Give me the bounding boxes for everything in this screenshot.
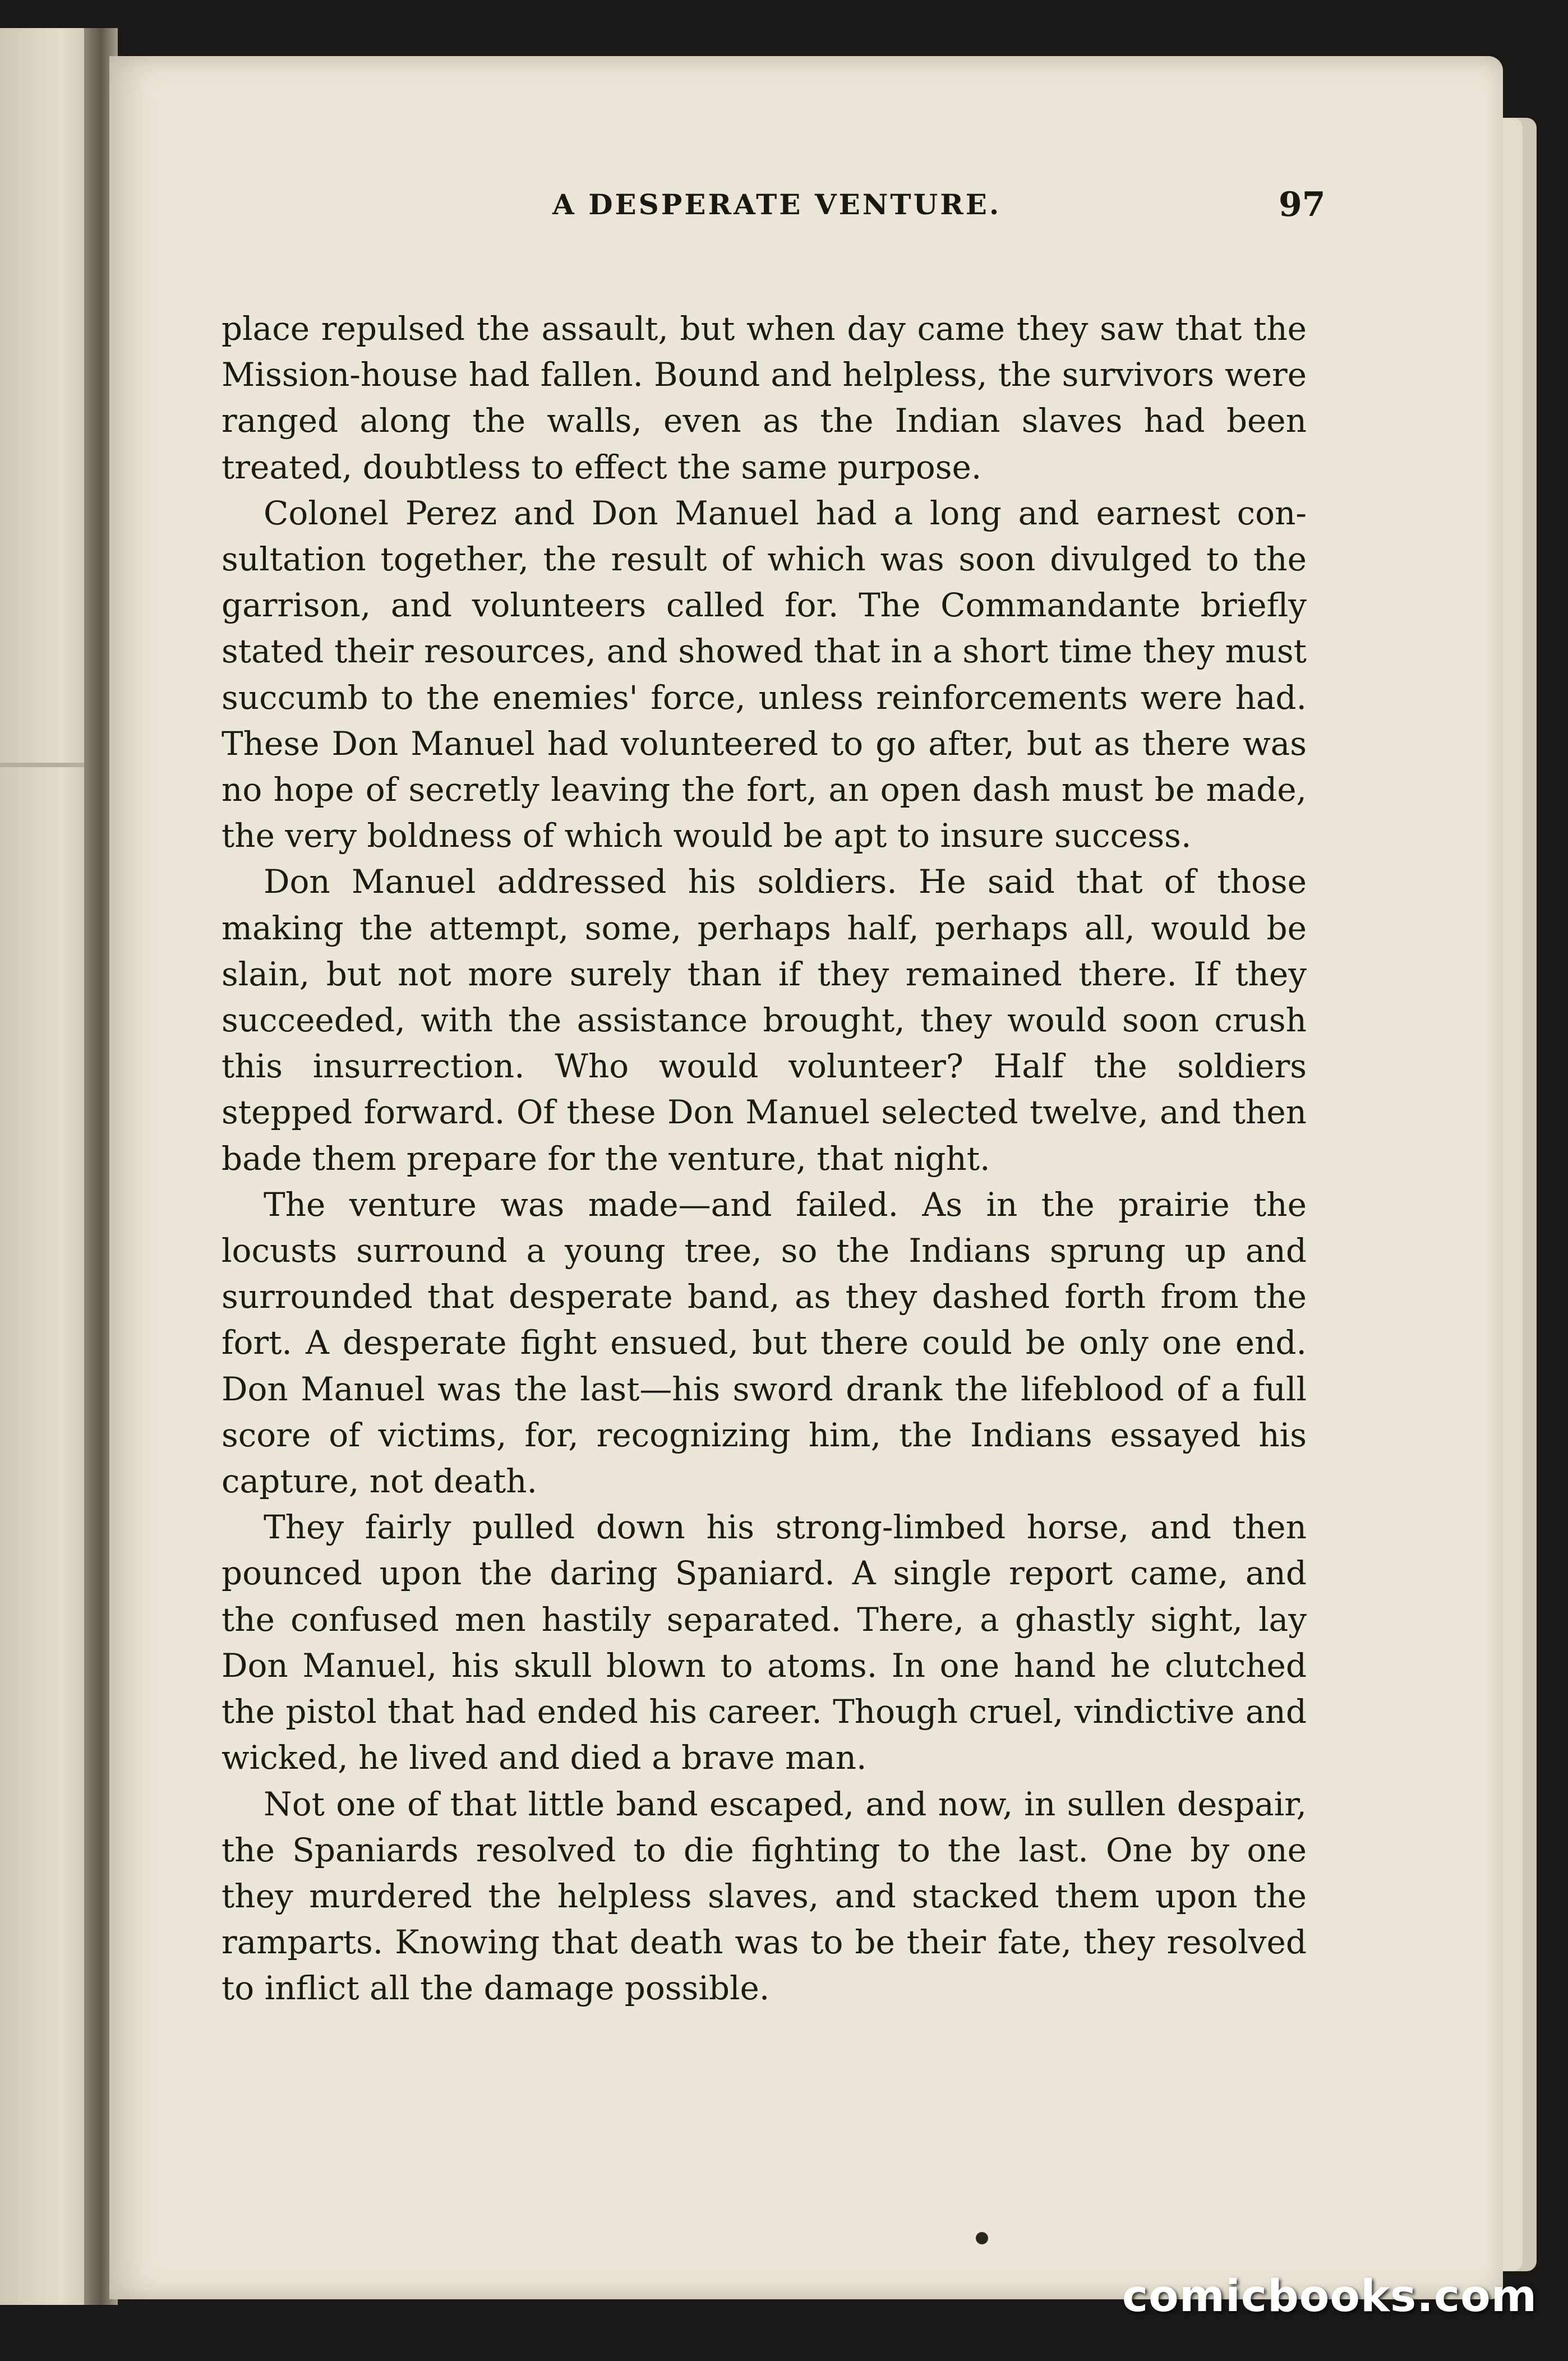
paragraph: They fairly pulled down his strong-limbed horse, and then pounced upon the daring Spaniard. A single report came, and the confused men hastily separated. There, a ghastly sight, lay Don Manuel, his skull blown to atoms. In one hand he clutched the pistol that had ended his career. Though cruel, vindictive and wicked, he lived and died a brave man. (222, 1508, 1307, 1777)
paragraph: place repulsed the assault, but when day came they saw that the Mission-house had fallen. Bound and helpless, the survivors were ranged along the walls, even as the Indian slaves had been treated, doubtless to effect the same purpose. (222, 310, 1307, 486)
page-number: 97 (1279, 185, 1326, 224)
paragraph: Not one of that little band escaped, and now, in sullen despair, the Spaniards resolved to die fighting to the last. One by one they murdered the helpless slaves, and stacked them upon the ramparts. Knowing that death was to be their fate, they resolved to inflict all the damage possible. (222, 1784, 1307, 2008)
ornament-dot (976, 2232, 988, 2244)
running-head (109, 177, 1503, 233)
paragraph: The venture was made—and failed. As in the prairie the locusts surround a young tree, so the Indians sprung up and surrounded that desperate band, as they dashed forth from the fort. A desperate fight ensued, but there could be only one end. Don Manuel was the last—his sword drank the lifeblood of a full score of victims, for, recognizing him, the Indians essayed his capture, not death. (222, 1185, 1307, 1501)
book-page (109, 56, 1503, 2299)
paragraph: Colonel Perez and Don Manuel had a long and earnest consultation together, the result of which was soon divulged to the garrison, and volunteers called for. The Commandante briefly stated their resources, and showed that in a short time they must succumb to the enemies' force, unless reinforcements were had. These Don Manuel had volunteered to go after, but as there was no hope of secretly leaving the fort, an open dash must be made, the very boldness of which would be apt to insure success. (222, 494, 1307, 855)
paragraph: Don Manuel addressed his soldiers. He said that of those making the attempt, some, perhaps half, perhaps all, would be slain, but not more surely than if they remained there. If they succeeded, with the assistance brought, they would soon crush this insurrection. Who would volunteer? Half the soldiers stepped forward. Of these Don Manuel selected twelve, and then bade them prepare for the venture, that night. (222, 863, 1307, 1178)
watermark: comicbooks.com (1122, 2271, 1537, 2322)
body-text (222, 306, 1307, 2012)
running-title: A DESPERATE VENTURE. (552, 188, 1002, 221)
